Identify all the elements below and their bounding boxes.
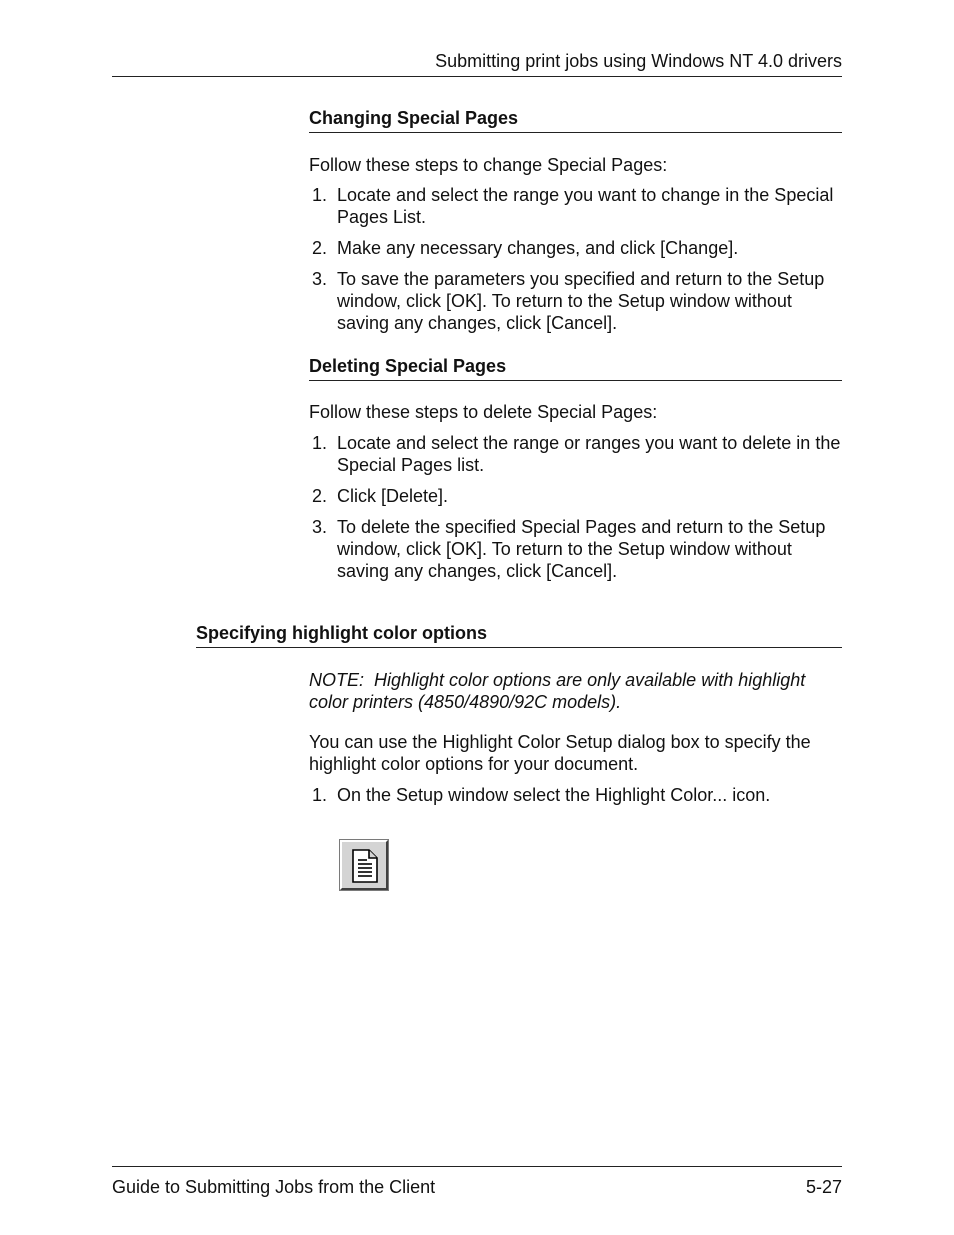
changing-step-3 xyxy=(309,268,842,334)
highlight-color-options-heading: Specifying highlight color options xyxy=(196,623,487,643)
step-text: Locate and select the range or ranges you want to delete in the Special Pages list. xyxy=(337,433,841,475)
deleting-intro: Follow these steps to delete Special Pages: xyxy=(309,402,658,422)
step-number: 1. xyxy=(312,785,328,805)
header-rule xyxy=(112,76,842,77)
highlight-step-1 xyxy=(309,784,842,806)
highlight-color-icon-button[interactable] xyxy=(340,840,388,890)
footer-guide-title: Guide to Submitting Jobs from the Client xyxy=(112,1177,436,1197)
step-text: To delete the specified Special Pages and return to the Setup window, click [OK]. To return to the Setup window without saving any changes, click [Cancel]. xyxy=(337,517,826,581)
footer-rule xyxy=(112,1166,842,1167)
changing-step-2 xyxy=(309,237,842,259)
highlight-note: NOTE: Highlight color options are only available with highlight color printers (4850/4890/92C models). xyxy=(309,670,811,712)
step-text: Locate and select the range you want to change in the Special Pages List. xyxy=(337,185,834,227)
step-text: Make any necessary changes, and click [Change]. xyxy=(337,238,739,258)
page-number: 5-27 xyxy=(805,1177,842,1197)
deleting-step-2 xyxy=(309,485,842,507)
changing-heading-rule xyxy=(309,132,842,133)
step-number: 2. xyxy=(312,238,328,258)
deleting-step-3 xyxy=(309,516,842,582)
running-header: Submitting print jobs using Windows NT 4.0 drivers xyxy=(435,51,842,71)
deleting-step-1 xyxy=(309,432,842,476)
highlight-heading-rule xyxy=(196,647,842,648)
step-number: 3. xyxy=(312,269,328,289)
step-text: Click [Delete]. xyxy=(337,486,449,506)
deleting-special-pages-heading: Deleting Special Pages xyxy=(309,356,507,376)
step-number: 1. xyxy=(312,433,328,453)
step-text: On the Setup window select the Highlight Color... icon. xyxy=(337,785,771,805)
document-icon xyxy=(350,848,380,884)
changing-step-1 xyxy=(309,184,842,228)
step-number: 3. xyxy=(312,517,328,537)
step-number: 1. xyxy=(312,185,328,205)
deleting-heading-rule xyxy=(309,380,842,381)
changing-intro: Follow these steps to change Special Pages: xyxy=(309,155,668,175)
step-text: To save the parameters you specified and return to the Setup window, click [OK]. To return to the Setup window without saving any changes, click [Cancel]. xyxy=(337,269,825,333)
step-number: 2. xyxy=(312,486,328,506)
changing-special-pages-heading: Changing Special Pages xyxy=(309,108,519,128)
highlight-intro: You can use the Highlight Color Setup dialog box to specify the highlight color options for your document. xyxy=(309,732,811,774)
